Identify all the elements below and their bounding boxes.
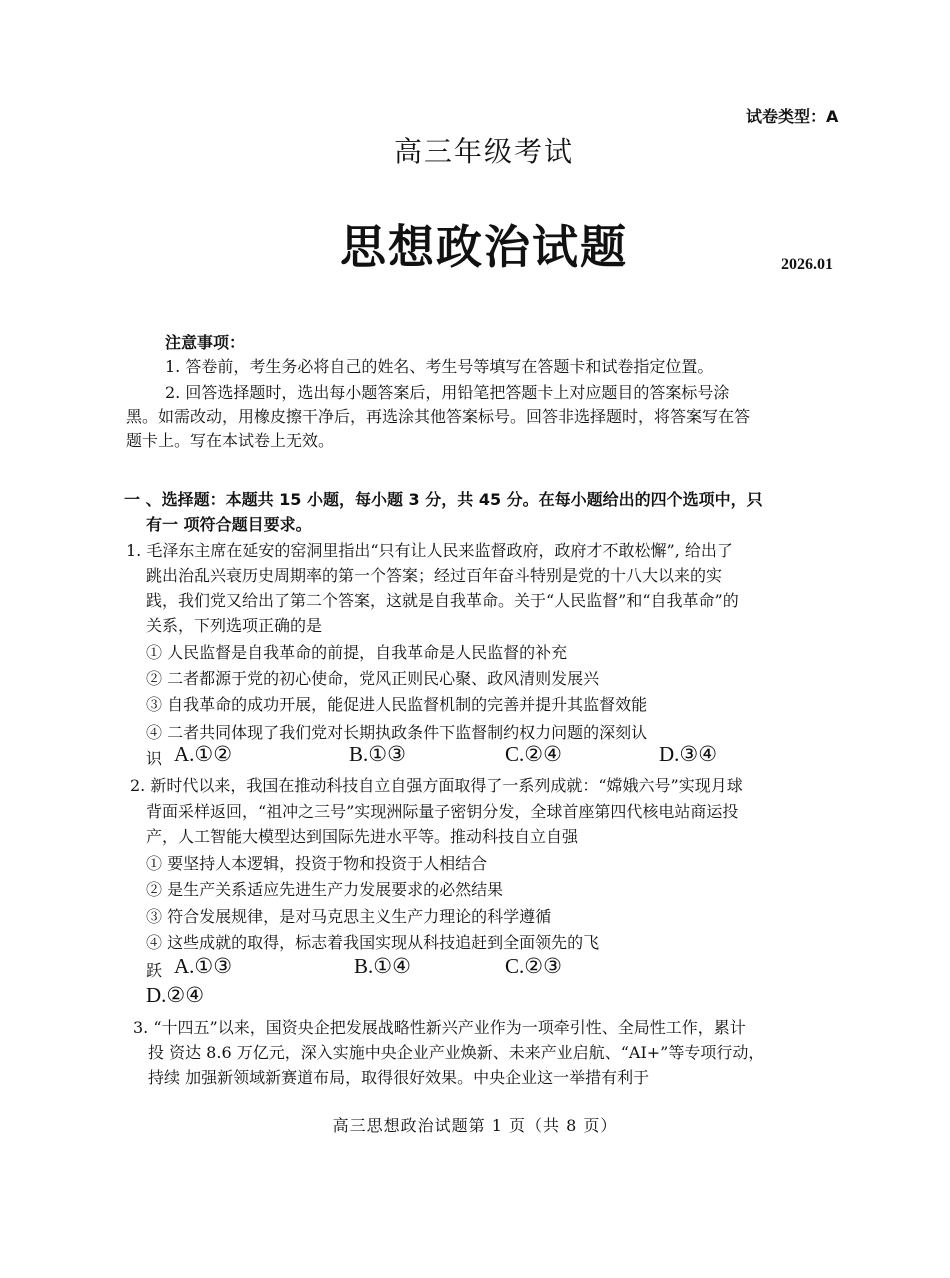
subject-title: 思想政治试题 [340,220,628,274]
q2-statement-2: ② 是生产关系适应先进生产力发展要求的必然结果 [146,880,504,899]
q2-statement-4: ④ 这些成就的取得，标志着我国实现从科技追赶到全面领先的飞 [146,933,600,952]
q1-stem-line-1: 1. 毛泽东主席在延安的窑洞里指出“只有让人民来监督政府，政府才不敢松懈”, 给出了 [126,541,733,560]
q1-option-a: A.①② [174,742,233,766]
q2-option-a: A.①③ [174,954,233,978]
q2-statement-4-cont: 跃 [146,961,163,980]
q1-statement-2: ② 二者都源于党的初心使命，党风正则民心聚、政风清则发展兴 [146,669,600,688]
q1-option-c: C.②④ [505,742,562,766]
paper-type-label: 试卷类型：A [746,107,839,126]
section-heading-line-2: 有一 项符合题目要求。 [146,515,312,534]
page-footer: 高三思想政治试题第 1 页（共 8 页） [332,1116,618,1135]
q2-option-d: D.②④ [146,983,205,1007]
notice-item-1: 1. 答卷前，考生务必将自己的姓名、考生号等填写在答题卡和试卷指定位置。 [165,357,714,376]
notice-item-2-line-3: 题卡上。写在本试卷上无效。 [126,431,335,450]
q2-stem-line-2: 背面采样返回，“祖冲之三号”实现洲际量子密钥分发，全球首座第四代核电站商运投 [146,802,739,821]
notice-item-2-line-1: 2. 回答选择题时，选出每小题答案后，用铅笔把答题卡上对应题目的答案标号涂 [165,383,730,402]
notice-item-2-line-2: 黑。如需改动，用橡皮擦干净后，再选涂其他答案标号。回答非选择题时，将答案写在答 [126,407,751,426]
exam-date: 2026.01 [781,256,833,273]
q1-stem-line-3: 践，我们党又给出了第二个答案，这就是自我革命。关于“人民监督”和“自我革命”的 [146,591,739,610]
q3-stem-line-1: 3. “十四五”以来，国资央企把发展战略性新兴产业作为一项牵引性、全局性工作，累计 [133,1018,746,1037]
q1-stem-line-4: 关系，下列选项正确的是 [146,616,323,635]
q1-statement-1: ① 人民监督是自我革命的前提，自我革命是人民监督的补充 [146,643,568,662]
q2-stem-line-1: 2. 新时代以来，我国在推动科技自立自强方面取得了一系列成就：“嫦娥六号”实现月球 [130,776,743,795]
grade-title: 高三年级考试 [393,135,574,168]
q2-stem-line-3: 产，人工智能大模型达到国际先进水平等。推动科技自立自强 [146,827,579,846]
q2-option-c: C.②③ [505,954,562,978]
section-heading-line-1: 一 、选择题：本题共 15 小题，每小题 3 分，共 45 分。在每小题给出的四个选项中，只 [124,490,763,509]
q2-statement-3: ③ 符合发展规律，是对马克思主义生产力理论的科学遵循 [146,907,552,926]
q1-statement-3: ③ 自我革命的成功开展，能促进人民监督机制的完善并提升其监督效能 [146,695,648,714]
q1-statement-4: ④ 二者共同体现了我们党对长期执政条件下监督制约权力问题的深刻认 [146,723,648,742]
q3-stem-line-3: 持续 加强新领域新赛道布局，取得很好效果。中央企业这一举措有利于 [148,1068,650,1087]
q3-stem-line-2: 投 资达 8.6 万亿元，深入实施中央企业产业焕新、未来产业启航、“AI+”等专项行动， [148,1043,765,1062]
q1-statement-4-cont: 识 [146,749,163,768]
q1-option-d: D.③④ [659,742,718,766]
q2-statement-1: ① 要坚持人本逻辑，投资于物和投资于人相结合 [146,854,488,873]
q1-stem-line-2: 跳出治乱兴衰历史周期率的第一个答案；经过百年奋斗特别是党的十八大以来的实 [146,566,723,585]
q2-option-b: B.①④ [354,954,411,978]
q1-option-b: B.①③ [349,742,406,766]
notice-title: 注意事项： [165,333,246,352]
